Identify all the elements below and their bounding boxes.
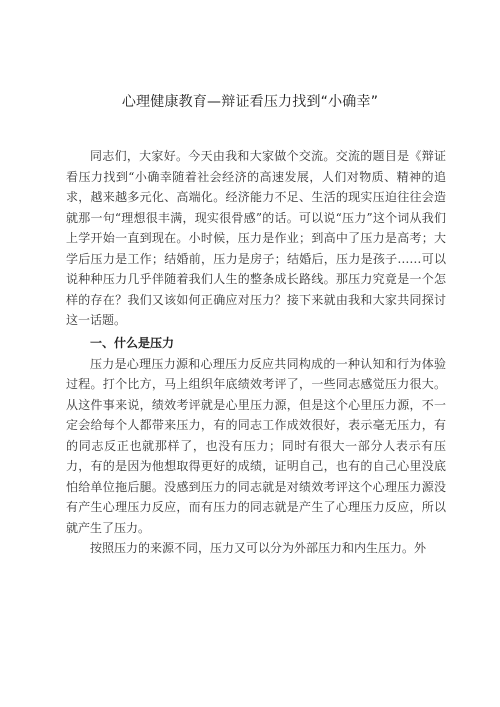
intro-paragraph: 同志们，大家好。今天由我和大家做个交流。交流的题目是《辩证看压力找到“小确幸随着社会经济的高速发展，人们对物质、精神的追求，越来越多元化、高端化。经济能力不足、生活的现实压迫往往会造就那一句“理想很丰满，现实很骨感”的话。可以说“压力”这个词从我们上学开始一直到现在。小时候，压力是作业；到高中了压力是高考；大学后压力是工作；结婚前，压力是房子；结婚后，压力是孩子……可以说种种压力几乎伴随着我们人生的整条成长路线。那压力究竟是一个怎样的存在？我们又该如何正确应对压力？接下来就由我和大家共同探讨这一话题。 [66,149,446,327]
section1-paragraph-2: 按照压力的来源不同，压力又可以分为外部压力和内生压力。外 [90,541,427,555]
section-heading-1: 一、什么是压力 [90,335,175,350]
document-body [66,146,446,559]
document-title: 心理健康教育—辩证看压力找到“小确幸” [121,94,379,110]
section1-paragraph-1: 压力是心理压力源和心理压力反应共同构成的一种认知和行为体验过程。打个比方，马上组织年底绩效考评了，一些同志感觉压力很大。从这件事来说，绩效考评就是心里压力源，但是这个心里压力源，不一定会给每个人都带来压力，有的同志工作成效很好，表示毫无压力，有的同志反正也就那样了，也没有压力；同时有很大一部分人表示有压力，有的是因为他想取得更好的成绩，证明自己，也有的自己心里没底怕给单位拖后腿。没感到压力的同志就是对绩效考评这个心理压力源没有产生心理压力反应，而有压力的同志就是产生了心理压力反应，所以就产生了压力。 [66,356,446,535]
